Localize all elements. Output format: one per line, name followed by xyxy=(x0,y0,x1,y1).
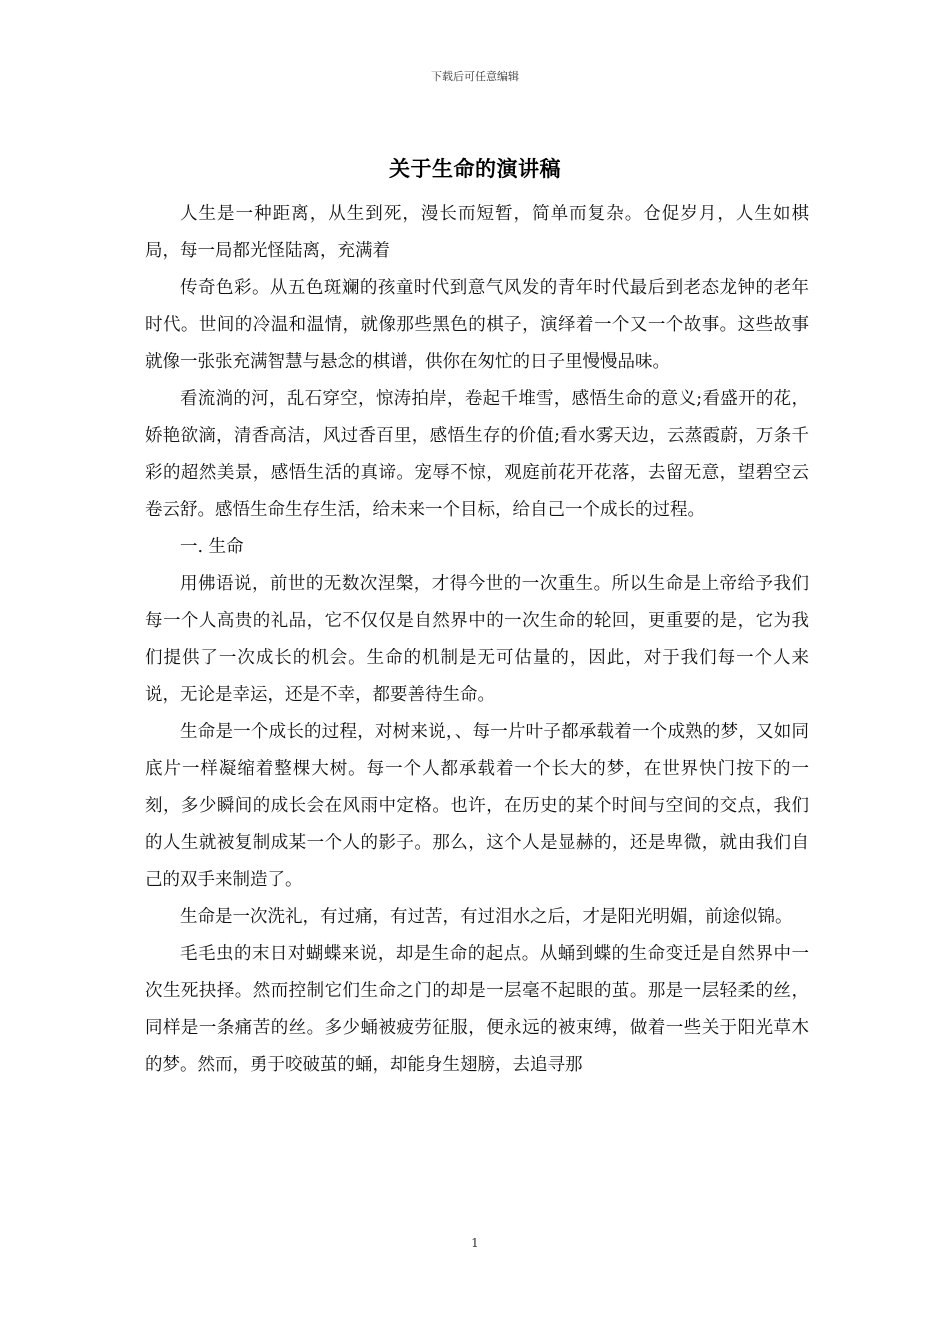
paragraph: 毛毛虫的末日对蝴蝶来说，却是生命的起点。从蛹到蝶的生命变迁是自然界中一次生死抉择。然而控制它们生命之门的却是一层毫不起眼的茧。那是一层轻柔的丝，同样是一条痛苦的丝。多少蛹被疲劳征服，便永远的被束缚，做着一些关于阳光草木的梦。然而，勇于咬破茧的蛹，却能身生翅膀，去追寻那 xyxy=(145,944,809,1075)
paragraph: 人生是一种距离，从生到死，漫长而短暂，简单而复杂。仓促岁月，人生如棋局，每一局都光怪陆离，充满着 xyxy=(145,204,809,261)
page-title: 关于生命的演讲稿 xyxy=(389,156,561,181)
paragraph: 看流淌的河，乱石穿空，惊涛拍岸，卷起千堆雪，感悟生命的意义;看盛开的花，娇艳欲滴，清香高洁，风过香百里，感悟生存的价值;看水雾天边，云蒸霞蔚，万条千彩的超然美景，感悟生活的真谛。宠辱不惊，观庭前花开花落，去留无意，望碧空云卷云舒。感悟生命生存生活，给未来一个目标，给自己一个成长的过程。 xyxy=(145,389,809,520)
document-body xyxy=(145,196,809,1084)
paragraph: 生命是一次洗礼，有过痛，有过苦，有过泪水之后，才是阳光明媚，前途似锦。 xyxy=(180,907,793,927)
header-note: 下载后可任意编辑 xyxy=(431,70,519,83)
paragraph: 传奇色彩。从五色斑斓的孩童时代到意气风发的青年时代最后到老态龙钟的老年时代。世间的冷温和温情，就像那些黑色的棋子，演绎着一个又一个故事。这些故事就像一张张充满智慧与悬念的棋谱，供你在匆忙的日子里慢慢品味。 xyxy=(145,278,809,372)
paragraph: 生命是一个成长的过程，对树来说，、每一片叶子都承载着一个成熟的梦，又如同底片一样凝缩着整棵大树。每一个人都承载着一个长大的梦，在世界快门按下的一刻，多少瞬间的成长会在风雨中定格。也许，在历史的某个时间与空间的交点，我们的人生就被复制成某一个人的影子。那么，这个人是显赫的，还是卑微，就由我们自己的双手来制造了。 xyxy=(145,722,809,890)
page-number: 1 xyxy=(471,1236,479,1250)
paragraph: 用佛语说，前世的无数次涅槃，才得今世的一次重生。所以生命是上帝给予我们每一个人高贵的礼品，它不仅仅是自然界中的一次生命的轮回，更重要的是，它为我们提供了一次成长的机会。生命的机制是无可估量的，因此，对于我们每一个人来说，无论是幸运，还是不幸，都要善待生命。 xyxy=(145,574,809,705)
section-heading: 一. 生命 xyxy=(180,537,244,557)
